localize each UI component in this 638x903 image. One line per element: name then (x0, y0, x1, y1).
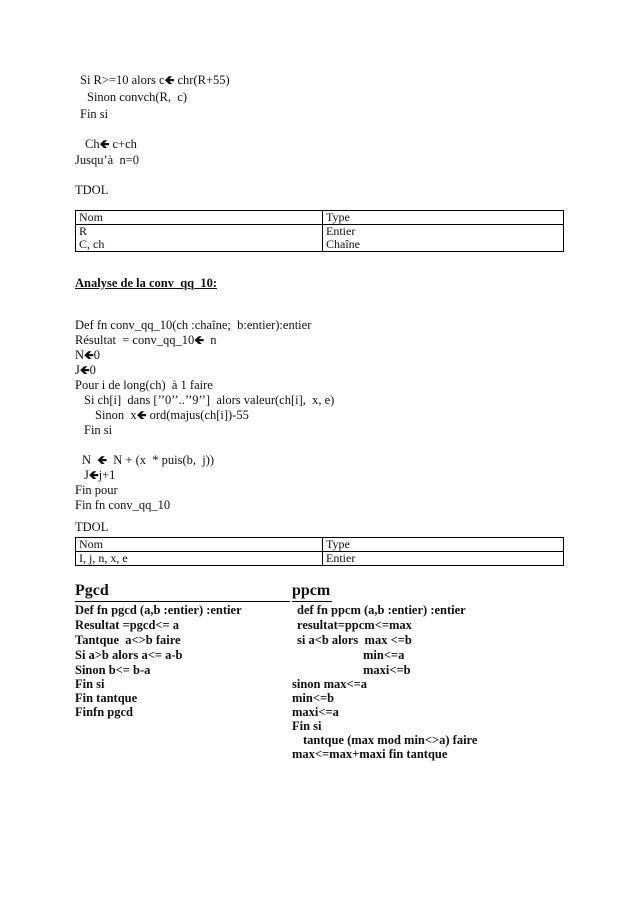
column-header-nom: Nom (76, 538, 323, 552)
pgcd-line: Fin tantque (75, 691, 138, 705)
table-row (76, 552, 564, 566)
title-underline (292, 601, 332, 602)
code-line: Def fn conv_qq_10(ch :chaîne; b:entier):entier (75, 318, 312, 332)
code-line: N 🡸 N + (x * puis(b, j)) (82, 453, 215, 467)
left-arrow-icon: 🡸 (99, 137, 110, 151)
tdol-table-2 (75, 537, 564, 566)
code-line: Si R>=10 alors c🡸 chr(R+55) (80, 73, 230, 87)
pgcd-line: Finfn pgcd (75, 705, 134, 719)
ppcm-line: resultat=ppcm<=max (297, 618, 412, 632)
left-arrow-icon: 🡸 (88, 468, 99, 482)
tdol-label: TDOL (75, 520, 109, 534)
code-line: Fin si (80, 107, 109, 121)
ppcm-line: min<=b (292, 691, 335, 705)
ppcm-line: si a<b alors max <=b (297, 633, 412, 647)
ppcm-line: min<=a (363, 648, 405, 662)
code-line: Fin si (84, 423, 113, 437)
left-arrow-icon: 🡸 (194, 333, 204, 347)
left-arrow-icon: 🡸 (97, 453, 108, 467)
code-line: Pour i de long(ch) à 1 faire (75, 378, 213, 392)
left-arrow-icon: 🡸 (79, 363, 90, 377)
ppcm-title: ppcm (292, 582, 331, 599)
tdol-label: TDOL (75, 183, 109, 197)
section-title: Analyse de la conv_qq_10: (75, 276, 218, 290)
code-line: Sinon x🡸 ord(majus(ch[i])-55 (95, 408, 249, 422)
code-line: Fin pour (75, 483, 118, 497)
ppcm-line: maxi<=a (292, 705, 339, 719)
pgcd-line: Tantque a<>b faire (75, 633, 181, 647)
pgcd-title: Pgcd (75, 582, 109, 599)
pgcd-line: Def fn pgcd (a,b :entier) :entier (75, 603, 242, 617)
code-line: N🡸0 (75, 348, 101, 362)
pgcd-line: Fin si (75, 677, 105, 691)
left-arrow-icon: 🡸 (164, 73, 175, 87)
ppcm-line: tantque (max mod min<>a) faire (303, 733, 478, 747)
code-line: J🡸0 (75, 363, 96, 377)
table-cell: R C, ch (76, 225, 323, 252)
code-line: J🡸j+1 (84, 468, 116, 482)
table-header-row (76, 211, 564, 225)
code-line: Ch🡸 c+ch (85, 137, 137, 151)
tdol-table-1 (75, 210, 564, 252)
table-header-row (76, 538, 564, 552)
table-row (76, 225, 564, 252)
column-header-nom: Nom (76, 211, 323, 225)
column-header-type: Type (323, 538, 564, 552)
code-line: Si ch[i] dans [’’0’’..’’9’’] alors valeur(ch[i], x, e) (84, 393, 335, 407)
table-cell: Entier (323, 552, 564, 566)
table-cell: I, j, n, x, e (76, 552, 323, 566)
title-underline (75, 601, 290, 602)
pgcd-line: Sinon b<= b-a (75, 663, 151, 677)
ppcm-line: Fin si (292, 719, 322, 733)
pgcd-line: Resultat =pgcd<= a (75, 618, 180, 632)
column-header-type: Type (323, 211, 564, 225)
ppcm-line: sinon max<=a (292, 677, 368, 691)
ppcm-line: maxi<=b (363, 663, 411, 677)
ppcm-line: max<=max+maxi fin tantque (292, 747, 448, 761)
left-arrow-icon: 🡸 (84, 348, 94, 362)
pgcd-line: Si a>b alors a<= a-b (75, 648, 183, 662)
code-line: Fin fn conv_qq_10 (75, 498, 171, 512)
left-arrow-icon: 🡸 (136, 408, 147, 422)
code-line: Sinon convch(R, c) (87, 90, 187, 104)
table-cell: Entier Chaîne (323, 225, 564, 252)
code-line: Résultat = conv_qq_10🡸 n (75, 333, 217, 347)
code-line: Jusqu’à n=0 (75, 153, 139, 167)
ppcm-line: def fn ppcm (a,b :entier) :entier (297, 603, 466, 617)
